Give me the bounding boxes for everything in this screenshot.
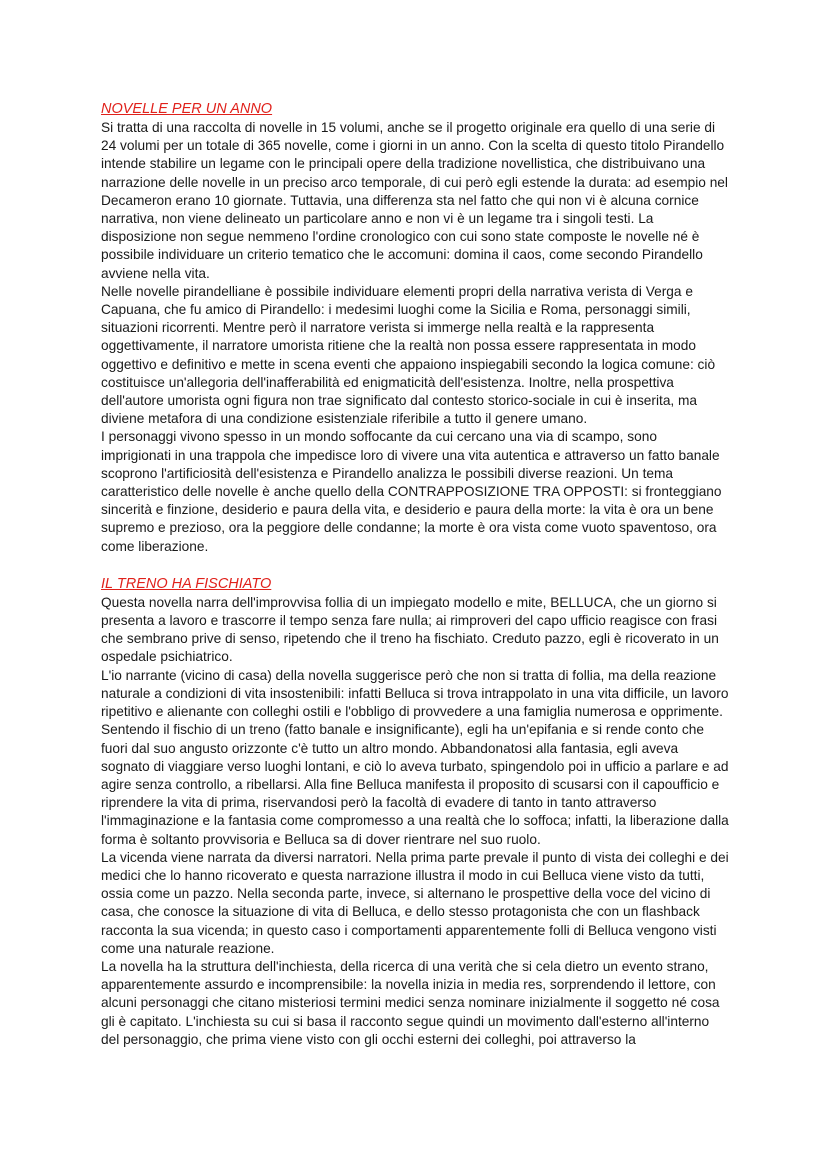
paragraph: Questa novella narra dell'improvvisa follia di un impiegato modello e mite, BELLUCA, che un giorno si presenta a lavoro e trascorre il tempo senza fare nulla; ai rimproveri del capo ufficio reagisce con frasi che sembrano prive di senso, ripetendo che il treno ha fischiato. Creduto pazzo, egli è ricoverato in un ospedale psichiatrico. bbox=[101, 594, 719, 665]
document-page bbox=[101, 99, 729, 1049]
paragraph: La novella ha la struttura dell'inchiesta, della ricerca di una verità che si cela dietro un evento strano, apparentemente assurdo e incomprensibile: la novella inizia in media res, sorprendendo il lettore, con alcuni personaggi che citano misteriosi termini medici senza nominare inizialmente il soggetto né cosa gli è capitato. L'inchiesta su cui si basa il racconto segue quindi un movimento dall'esterno all'interno del personaggio, che prima viene visto con gli occhi esterni dei colleghi, poi attraverso la bbox=[101, 958, 720, 1047]
section-novelle-per-un-anno bbox=[101, 99, 729, 556]
section-title: IL TRENO HA FISCHIATO bbox=[101, 575, 272, 592]
paragraph: La vicenda viene narrata da diversi narratori. Nella prima parte prevale il punto di vista dei colleghi e dei medici che lo hanno ricoverato e questa narrazione illustra il modo in cui Belluca viene visto da tutti, ossia come un pazzo. Nella seconda parte, invece, si alternano le prospettive della voce del vicino di casa, che conosce la situazione di vita di Belluca, e dello stesso protagonista che con un flashback racconta la sua vicenda; in questo caso i comportamenti apparentemente folli di Belluca vengono visti come una naturale reazione. bbox=[101, 849, 729, 956]
paragraph: Nelle novelle pirandelliane è possibile individuare elementi propri della narrativa verista di Verga e Capuana, che fu amico di Pirandello: i medesimi luoghi come la Sicilia e Roma, personaggi simili, situazioni ricorrenti. Mentre però il narratore verista si immerge nella realtà e la rappresenta oggettivamente, il narratore umorista ritiene che la realtà non possa essere rappresentata in modo oggettivo e definitivo e mette in scena eventi che appaiono inspiegabili secondo la logica comune: ciò costituisce un'allegoria dell'inafferabilità ed enigmaticità dell'esistenza. Inoltre, nella prospettiva dell'autore umorista ogni figura non trae significato dal contesto storico-sociale in cui è inserita, ma diviene metafora di una condizione esistenziale riferibile a tutto il genere umano. bbox=[101, 283, 716, 427]
section-il-treno-ha-fischiato bbox=[101, 574, 729, 1049]
paragraph: L'io narrante (vicino di casa) della novella suggerisce però che non si tratta di follia, ma della reazione naturale a condizioni di vita insostenibili: infatti Belluca si trova intrappolato in una vita difficile, un lavoro ripetitivo e alienante con colleghi ostili e l'obbligo di provvedere a una famiglia numerosa e opprimente. Sentendo il fischio di un treno (fatto banale e insignificante), egli ha un'epifania e si rende conto che fuori dal suo angusto orizzonte c'è tutto un altro mondo. Abbandonatosi alla fantasia, egli aveva sognato di viaggiare verso luoghi lontani, e ciò lo aveva turbato, spingendolo poi in ufficio a parlare e ad agire senza controllo, a ribellarsi. Alla fine Belluca manifesta il proposito di scusarsi con il capoufficio e riprendere la vita di prima, riservandosi però la facoltà di evadere di tanto in tanto attraverso l'immaginazione e la fantasia come compromesso a una realtà che lo soffoca; infatti, la liberazione dalla forma è soltanto provvisoria e Belluca sa di dover rientrare nel suo ruolo. bbox=[101, 667, 729, 847]
paragraph: I personaggi vivono spesso in un mondo soffocante da cui cercano una via di scampo, sono imprigionati in una trappola che impedisce loro di vivere una vita autentica e attraverso un fatto banale scoprono l'artificiosità dell'esistenza e Pirandello analizza le possibili diverse reazioni. Un tema caratteristico delle novelle è anche quello della CONTRAPPOSIZIONE TRA OPPOSTI: si fronteggiano sincerità e finzione, desiderio e paura della vita, e desiderio e paura della morte: la vita è ora un bene supremo e prezioso, ora la peggiore delle condanne; la morte è ora vista come vuoto spaventoso, ora come liberazione. bbox=[101, 429, 722, 554]
section-title: NOVELLE PER UN ANNO bbox=[101, 101, 273, 117]
paragraph: Si tratta di una raccolta di novelle in 15 volumi, anche se il progetto originale era quello di una serie di 24 volumi per un totale di 365 novelle, come i giorni in un anno. Con la scelta di questo titolo Pirandello intende stabilire un legame con le principali opere della tradizione novellistica, che distribuivano una narrazione delle novelle in un preciso arco temporale, di cui però egli estende la durata: ad esempio nel Decameron erano 10 giornate. Tuttavia, una differenza sta nel fatto che qui non vi è alcuna cornice narrativa, non viene delineato un particolare anno e non vi è un legame tra i singoli testi. La disposizione non segue nemmeno l'ordine cronologico con cui sono state composte le novelle né è possibile individuare un criterio tematico che le accomuni: domina il caos, come secondo Pirandello avviene nella vita. bbox=[101, 120, 728, 281]
